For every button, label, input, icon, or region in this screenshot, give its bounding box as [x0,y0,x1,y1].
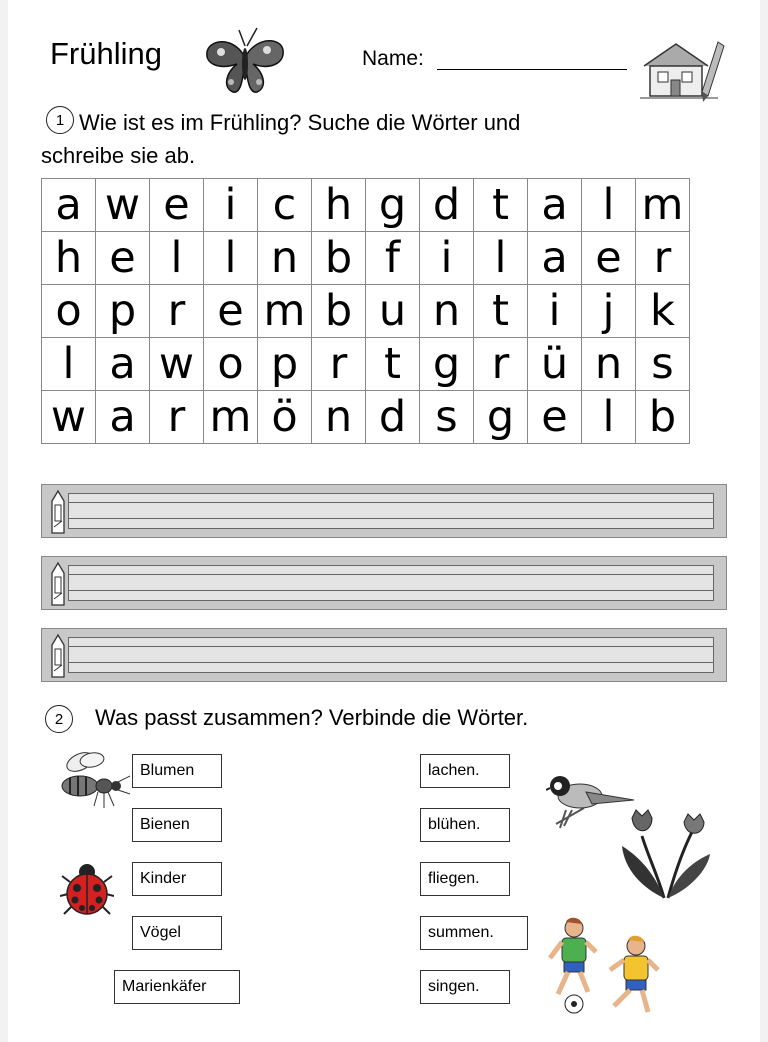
grid-cell[interactable]: o [42,285,96,338]
house-line-marker-icon [50,489,66,535]
task-number-badge: 1 [46,106,74,134]
grid-row [42,285,690,338]
grid-cell[interactable]: r [312,338,366,391]
grid-cell[interactable]: l [42,338,96,391]
grid-cell[interactable]: e [528,391,582,444]
grid-cell[interactable]: h [312,179,366,232]
grid-cell[interactable]: m [636,179,690,232]
word-box-right[interactable]: lachen. [420,754,510,788]
grid-cell[interactable]: r [150,391,204,444]
grid-cell[interactable]: m [258,285,312,338]
task-number-badge: 2 [45,705,73,733]
grid-cell[interactable]: c [258,179,312,232]
grid-cell[interactable]: n [312,391,366,444]
grid-row [42,232,690,285]
grid-cell[interactable]: a [42,179,96,232]
grid-cell[interactable]: b [312,285,366,338]
grid-cell[interactable]: t [474,179,528,232]
word-box-left[interactable]: Blumen [132,754,222,788]
word-box-right[interactable]: summen. [420,916,528,950]
grid-cell[interactable]: b [636,391,690,444]
grid-cell[interactable]: o [204,338,258,391]
task-instruction-line2: schreibe sie ab. [41,143,196,168]
grid-cell[interactable]: r [474,338,528,391]
grid-row [42,179,690,232]
word-box-left[interactable]: Marienkäfer [114,970,240,1004]
name-field[interactable] [437,69,627,70]
word-box-right[interactable]: singen. [420,970,510,1004]
writing-line-2[interactable] [41,556,727,610]
tulips-icon [618,806,714,902]
word-box-left[interactable]: Bienen [132,808,222,842]
writing-line-1[interactable] [41,484,727,538]
grid-cell[interactable]: t [474,285,528,338]
grid-cell[interactable]: i [420,232,474,285]
grid-cell[interactable]: u [366,285,420,338]
grid-cell[interactable]: l [582,391,636,444]
grid-cell[interactable]: m [204,391,258,444]
grid-cell[interactable]: n [420,285,474,338]
grid-cell[interactable]: f [366,232,420,285]
grid-cell[interactable]: s [636,338,690,391]
grid-cell[interactable]: r [150,285,204,338]
grid-cell[interactable]: ö [258,391,312,444]
grid-cell[interactable]: l [474,232,528,285]
task-instruction: Was passt zusammen? Verbinde die Wörter. [95,705,529,730]
word-box-right[interactable]: blühen. [420,808,510,842]
grid-cell[interactable]: d [366,391,420,444]
grid-cell[interactable]: a [96,391,150,444]
grid-cell[interactable]: r [636,232,690,285]
house-line-marker-icon [50,561,66,607]
grid-cell[interactable]: s [420,391,474,444]
word-search-grid [41,178,690,444]
bee-icon [58,750,132,814]
grid-cell[interactable]: b [312,232,366,285]
grid-cell[interactable]: p [96,285,150,338]
grid-cell[interactable]: e [204,285,258,338]
grid-cell[interactable]: e [96,232,150,285]
grid-cell[interactable]: g [420,338,474,391]
grid-cell[interactable]: a [96,338,150,391]
word-box-right[interactable]: fliegen. [420,862,510,896]
grid-cell[interactable]: a [528,232,582,285]
grid-cell[interactable]: i [528,285,582,338]
grid-cell[interactable]: w [42,391,96,444]
grid-cell[interactable]: l [582,179,636,232]
house-line-marker-icon [50,633,66,679]
grid-cell[interactable]: g [474,391,528,444]
grid-cell[interactable]: n [582,338,636,391]
grid-cell[interactable]: g [366,179,420,232]
word-box-left[interactable]: Kinder [132,862,222,896]
grid-cell[interactable]: p [258,338,312,391]
grid-cell[interactable]: e [150,179,204,232]
grid-row [42,391,690,444]
grid-cell[interactable]: t [366,338,420,391]
grid-row [42,338,690,391]
grid-cell[interactable]: h [42,232,96,285]
grid-cell[interactable]: ü [528,338,582,391]
word-box-left[interactable]: Vögel [132,916,222,950]
grid-cell[interactable]: k [636,285,690,338]
task-instruction-line1: Wie ist es im Frühling? Suche die Wörter und [79,110,521,135]
grid-cell[interactable]: e [582,232,636,285]
grid-cell[interactable]: w [96,179,150,232]
grid-cell[interactable]: i [204,179,258,232]
name-label: Name: [362,47,424,70]
house-pencil-icon [638,36,730,104]
grid-cell[interactable]: w [150,338,204,391]
butterfly-icon [203,26,287,98]
grid-cell[interactable]: n [258,232,312,285]
page-title: Frühling [50,36,162,71]
grid-cell[interactable]: l [204,232,258,285]
children-playing-icon [544,914,662,1018]
grid-cell[interactable]: j [582,285,636,338]
writing-line-3[interactable] [41,628,727,682]
grid-cell[interactable]: a [528,179,582,232]
ladybug-icon [60,862,114,918]
grid-cell[interactable]: d [420,179,474,232]
grid-cell[interactable]: l [150,232,204,285]
